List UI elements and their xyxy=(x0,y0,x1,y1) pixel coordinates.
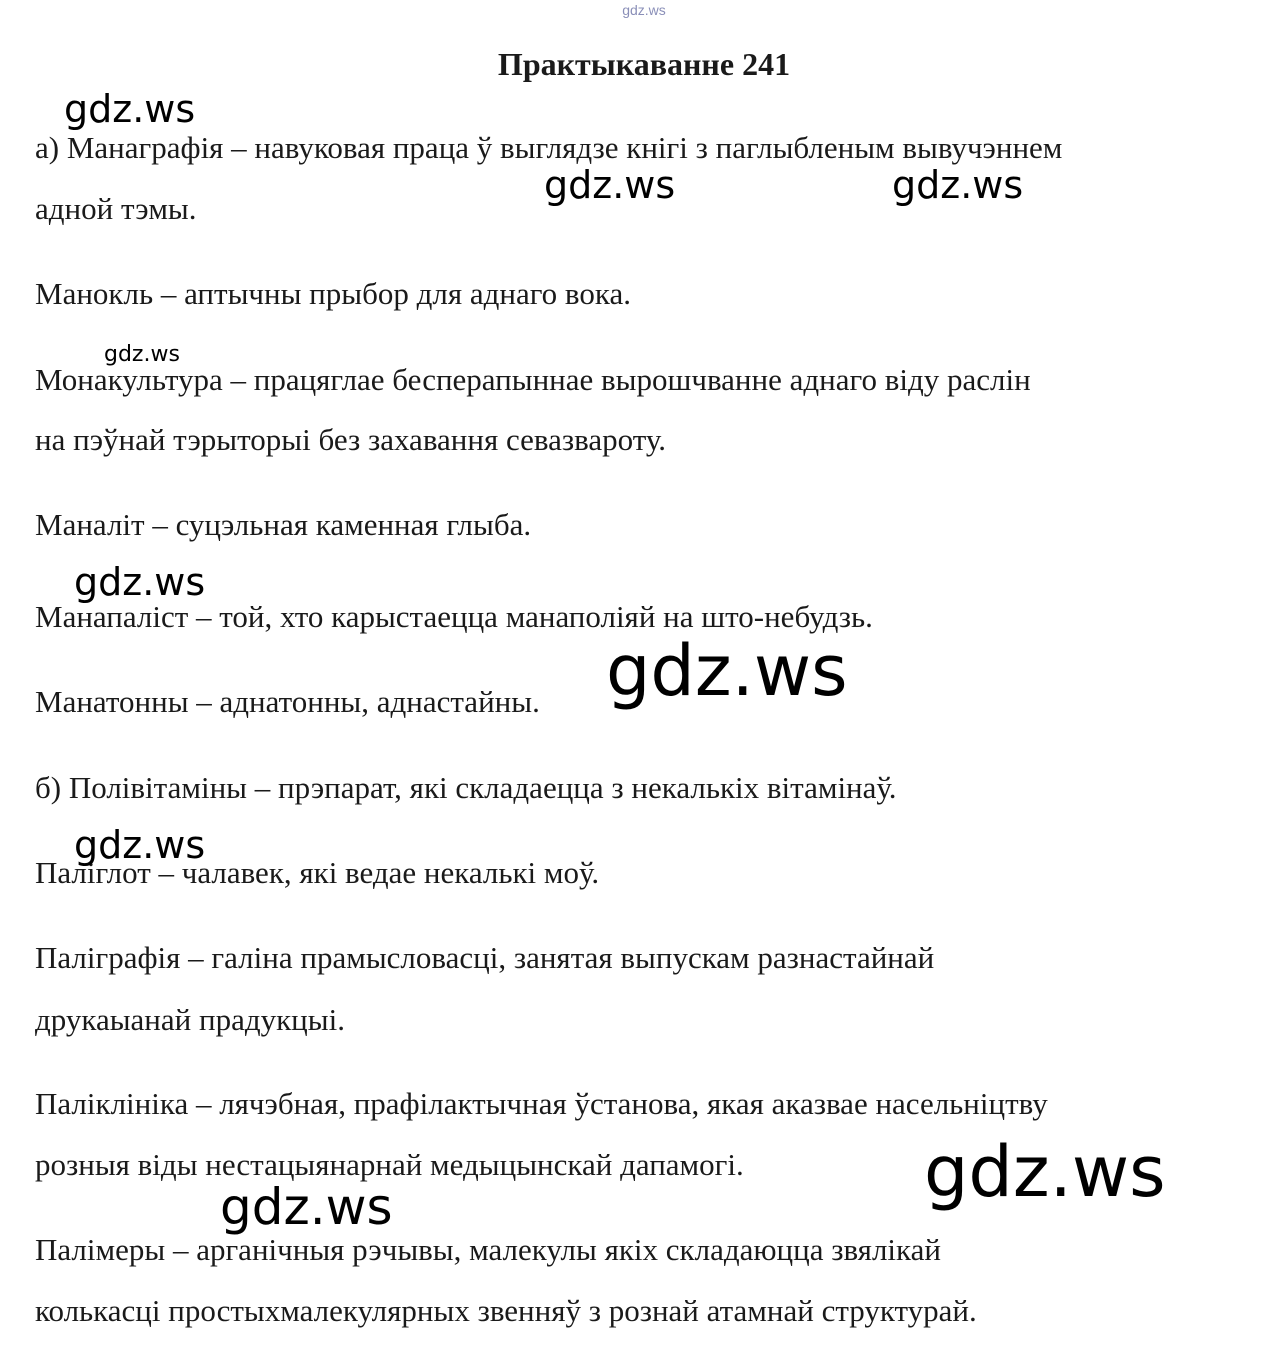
text-line: а) Манаграфія – навуковая праца ў выглядзе кнігі з паглыбленым вывучэннем xyxy=(35,130,1063,165)
text-line: адной тэмы. xyxy=(35,191,197,226)
watermark: gdz.ws xyxy=(74,560,206,604)
text-line: Паліграфія – галіна прамысловасці, занятая выпускам разнастайнай xyxy=(35,940,935,975)
text-line: на пэўнай тэрыторыі без захавання севазвароту. xyxy=(35,422,666,457)
watermark: gdz.ws xyxy=(104,342,180,367)
watermark: gdz.ws xyxy=(74,823,206,867)
text-line: Маналіт – суцэльная каменная глыба. xyxy=(35,507,532,542)
text-line: Паліглот – чалавек, які ведае некалькі моў. xyxy=(35,855,600,890)
source-watermark: gdz.ws xyxy=(622,2,666,18)
text-line: Манапаліст – той, хто карыстаецца манаполіяй на што-небудзь. xyxy=(35,599,873,634)
text-line: Монакультура – працяглае бесперапыннае вырошчванне аднаго віду раслін xyxy=(35,362,1031,397)
text-line: колькасці простыхмалекулярных звенняў з рознай атамнай структурай. xyxy=(35,1293,977,1328)
watermark: gdz.ws xyxy=(892,163,1024,207)
watermark: gdz.ws xyxy=(64,87,196,131)
watermark: gdz.ws xyxy=(220,1178,393,1236)
text-line: розныя віды нестацыянарнай медыцынскай дапамогі. xyxy=(35,1147,744,1182)
watermark: gdz.ws xyxy=(544,163,676,207)
watermark: gdz.ws xyxy=(924,1131,1166,1213)
text-line: Палімеры – арганічныя рэчывы, малекулы якіх складаюцца звялікай xyxy=(35,1232,941,1267)
watermark: gdz.ws xyxy=(606,630,848,712)
text-line: Манокль – аптычны прыбор для аднаго вока. xyxy=(35,276,631,311)
page-title: Практыкаванне 241 xyxy=(497,46,791,82)
text-line: друкаыанай прадукцыі. xyxy=(35,1002,345,1037)
text-line: Паліклініка – лячэбная, прафілактычная ўстанова, якая аказвае насельніцтву xyxy=(35,1086,1048,1121)
text-line: Манатонны – аднатонны, аднастайны. xyxy=(35,684,540,719)
text-line: б) Полівітаміны – прэпарат, які складаецца з некалькіх вітамінаў. xyxy=(35,770,897,805)
